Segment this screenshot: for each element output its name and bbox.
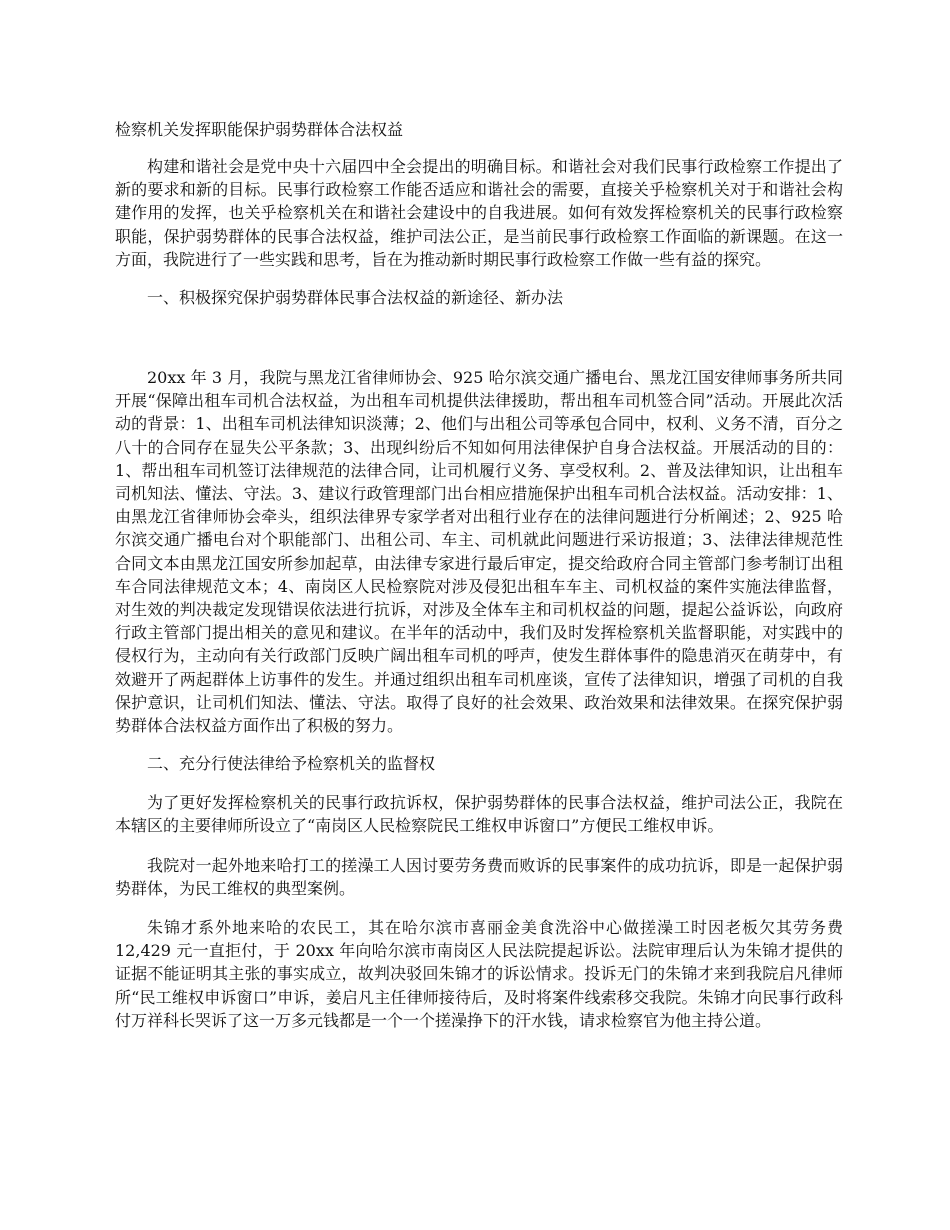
intro-paragraph: 构建和谐社会是党中央十六届四中全会提出的明确目标。和谐社会对我们民事行政检察工作提出了新的要求和新的目标。民事行政检察工作能否适应和谐社会的需要，直接关乎检察机关对于和谐社会构建作用的发挥，也关乎检察机关在和谐社会建设中的自我进展。如何有效发挥检察机关的民事行政检察职能，保护弱势群体的民事合法权益，维护司法公正，是当前民事行政检察工作面临的新课题。在这一方面，我院进行了一些实践和思考，旨在为推动新时期民事行政检察工作做一些有益的探究。 [115,157,843,269]
section2-paragraph-2: 我院对一起外地来哈打工的搓澡工人因讨要劳务费而败诉的民事案件的成功抗诉，即是一起保护弱势群体，为民工维权的典型案例。 [115,855,843,898]
section1-heading: 一、积极探究保护弱势群体民事合法权益的新途径、新办法 [147,288,564,308]
section2-heading: 二、充分行使法律给予检察机关的监督权 [147,754,436,774]
section2-paragraph-1: 为了更好发挥检察机关的民事行政抗诉权，保护弱势群体的民事合法权益，维护司法公正，我院在本辖区的主要律师所设立了“南岗区人民检察院民工维权申诉窗口”方便民工维权申诉。 [115,793,843,836]
section1-paragraph: 20xx 年 3 月，我院与黑龙江省律师协会、925 哈尔滨交通广播电台、黑龙江国安律师事务所共同开展“保障出租车司机合法权益，为出租车司机提供法律援助，帮出租车司机签合同”活动。开展此次活动的背景：1、出租车司机法律知识淡薄；2、他们与出租公司等承包合同中，权利、义务不清，百分之八十的合同存在显失公平条款；3、出现纠纷后不知如何用法律保护自身合法权益。开展活动的目的：1、帮出租车司机签订法律规范的法律合同，让司机履行义务、享受权利。2、普及法律知识，让出租车司机知法、懂法、守法。3、建议行政管理部门出台相应措施保护出租车司机合法权益。活动安排：1、由黑龙江省律师协会牵头，组织法律界专家学者对出租行业存在的法律问题进行分析阐述；2、925 哈尔滨交通广播电台对个职能部门、出租公司、车主、司机就此问题进行采访报道；3、法律法律规范性合同文本由黑龙江国安所参加起草，由法律专家进行最后审定，提交给政府合同主管部门参考制订出租车合同法律规范文本；4、南岗区人民检察院对涉及侵犯出租车车主、司机权益的案件实施法律监督，对生效的判决裁定发现错误依法进行抗诉，对涉及全体车主和司机权益的问题，提起公益诉讼，向政府行政主管部门提出相关的意见和建议。在半年的活动中，我们及时发挥检察机关监督职能，对实践中的侵权行为，主动向有关行政部门反映广阔出租车司机的呼声，使发生群体事件的隐患消灭在萌芽中，有效避开了两起群体上访事件的发生。并通过组织出租车司机座谈，宣传了法律知识，增强了司机的自我保护意识，让司机们知法、懂法、守法。取得了良好的社会效果、政治效果和法律效果。在探究保护弱势群体合法权益方面作出了积极的努力。 [115,368,843,736]
document-title: 检察机关发挥职能保护弱势群体合法权益 [115,120,404,139]
section2-paragraph-3: 朱锦才系外地来哈的农民工，其在哈尔滨市喜丽金美食洗浴中心做搓澡工时因老板欠其劳务费 12,429 元一直拒付，于 20xx 年向哈尔滨市南岗区人民法院提起诉讼。法院审理后认为朱锦才提供的证据不能证明其主张的事实成立，故判决驳回朱锦才的诉讼情求。投诉无门的朱锦才来到我院启凡律师所“民工维权申诉窗口”申诉，姜启凡主任律师接待后，及时将案件线索移交我院。朱锦才向民事行政科付万祥科长哭诉了这一万多元钱都是一个一个搓澡挣下的汗水钱，请求检察官为他主持公道。 [115,918,843,1030]
document-page [115,119,843,1048]
